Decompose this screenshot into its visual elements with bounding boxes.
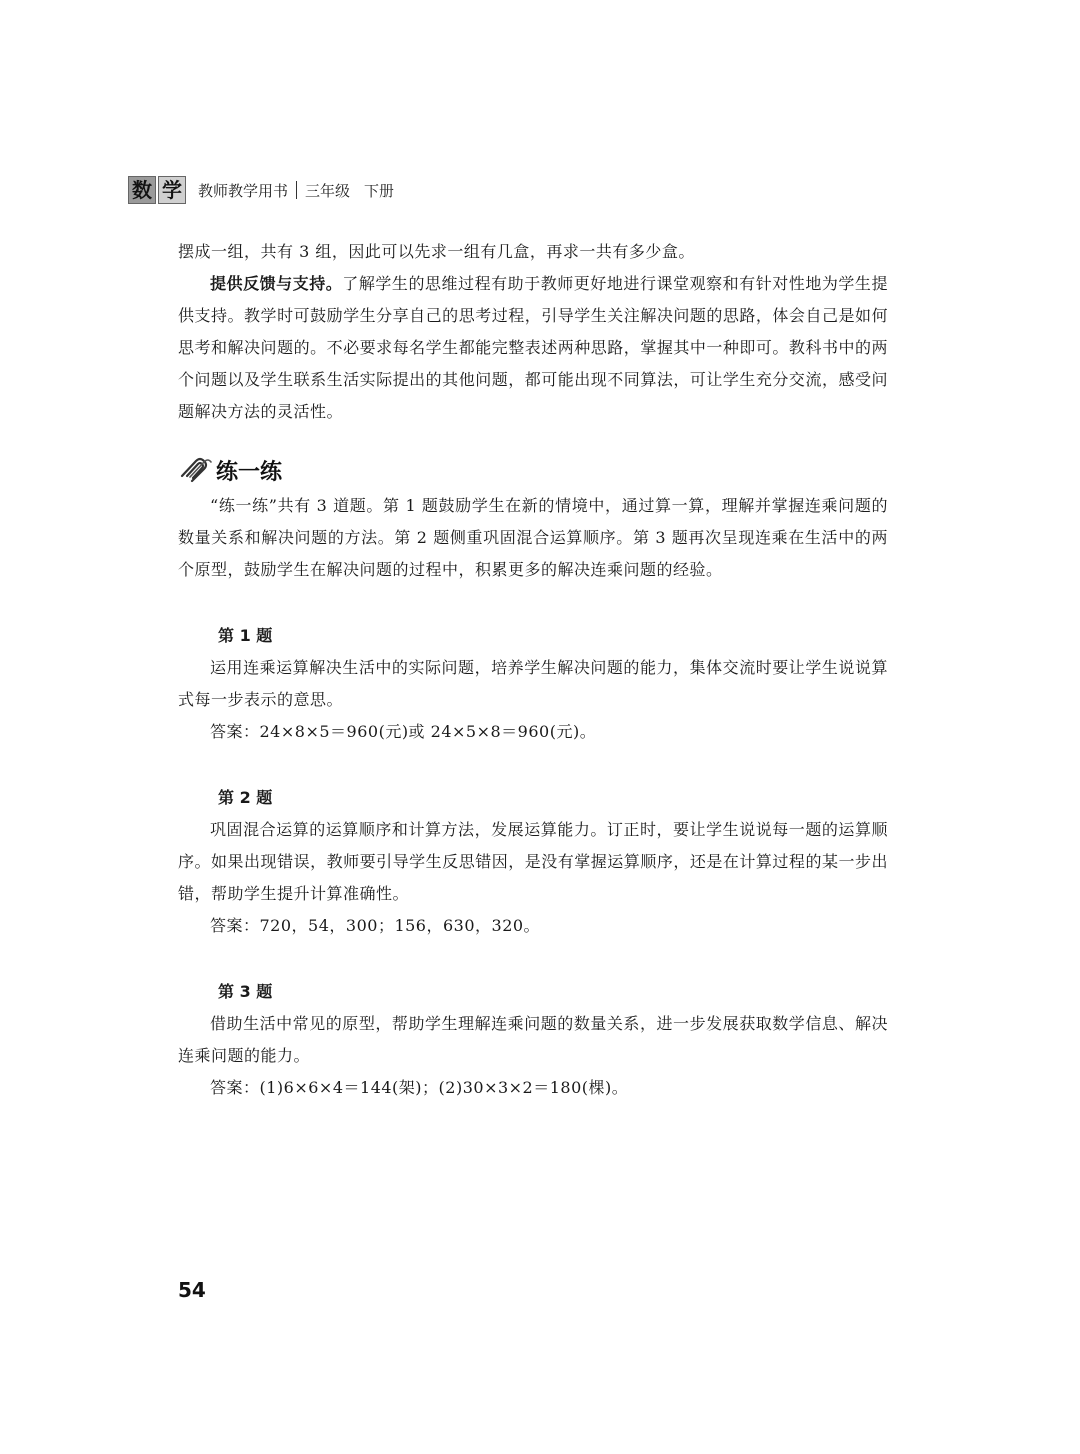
page-number: 54 — [178, 1278, 206, 1302]
feedback-lead: 提供反馈与支持。 — [210, 274, 343, 293]
section-title: 练一练 — [216, 459, 283, 485]
header-divider — [296, 181, 297, 199]
volume-label: 下册 — [364, 181, 395, 200]
question-answer: 答案：(1)6×6×4＝144(架)；(2)30×3×2＝180(棵)。 — [210, 1078, 629, 1097]
page-content — [178, 236, 888, 1104]
section-summary: “练一练”共有 3 道题。第 1 题鼓励学生在新的情境中，通过算一算，理解并掌握连乘问题的数量关系和解决问题的方法。第 2 题侧重巩固混合运算顺序。第 3 题再次呈现连乘在生活中的两个原型，鼓励学生在解决问题的过程中，积累更多的解决连乘问题的经验。 — [178, 496, 888, 579]
grade-label: 三年级 — [305, 181, 351, 200]
subject-logo — [128, 176, 188, 204]
question-block-3 — [178, 976, 888, 1104]
feedback-body: 了解学生的思维过程有助于教师更好地进行课堂观察和有针对性地为学生提供支持。教学时可鼓励学生分享自己的思考过程，引导学生关注解决问题的思路，体会自己是如何思考和解决问题的。不必要求每名学生都能完整表述两种思路，掌握其中一种即可。教科书中的两个问题以及学生联系生活实际提出的其他问题，都可能出现不同算法，可让学生充分交流，感受问题解决方法的灵活性。 — [178, 274, 888, 421]
question-block-2 — [178, 782, 888, 942]
intro-paragraph: 摆成一组，共有 3 组，因此可以先求一组有几盒，再求一共有多少盒。 — [178, 242, 695, 261]
question-title: 第 2 题 — [218, 788, 273, 807]
question-answer: 答案：24×8×5＝960(元)或 24×5×8＝960(元)。 — [210, 722, 597, 741]
question-body: 巩固混合运算的运算顺序和计算方法，发展运算能力。订正时，要让学生说说每一题的运算顺序。如果出现错误，教师要引导学生反思错因，是没有掌握运算顺序，还是在计算过程的某一步出错，帮助学生提升计算准确性。 — [178, 820, 888, 903]
question-title: 第 3 题 — [218, 982, 273, 1001]
question-block-1 — [178, 620, 888, 748]
logo-char-xue: 学 — [158, 176, 186, 204]
question-title: 第 1 题 — [218, 626, 273, 645]
question-body: 运用连乘运算解决生活中的实际问题，培养学生解决问题的能力，集体交流时要让学生说说算式每一步表示的意思。 — [178, 658, 888, 709]
question-body: 借助生活中常见的原型，帮助学生理解连乘问题的数量关系，进一步发展获取数学信息、解决连乘问题的能力。 — [178, 1014, 888, 1065]
section-heading — [178, 452, 888, 488]
running-header — [128, 175, 394, 205]
logo-char-shu: 数 — [128, 176, 156, 204]
feedback-paragraph — [178, 268, 888, 428]
paperclip-icon — [178, 457, 212, 483]
book-title: 教师教学用书 — [198, 181, 289, 200]
question-answer: 答案：720，54，300；156，630，320。 — [210, 916, 541, 935]
